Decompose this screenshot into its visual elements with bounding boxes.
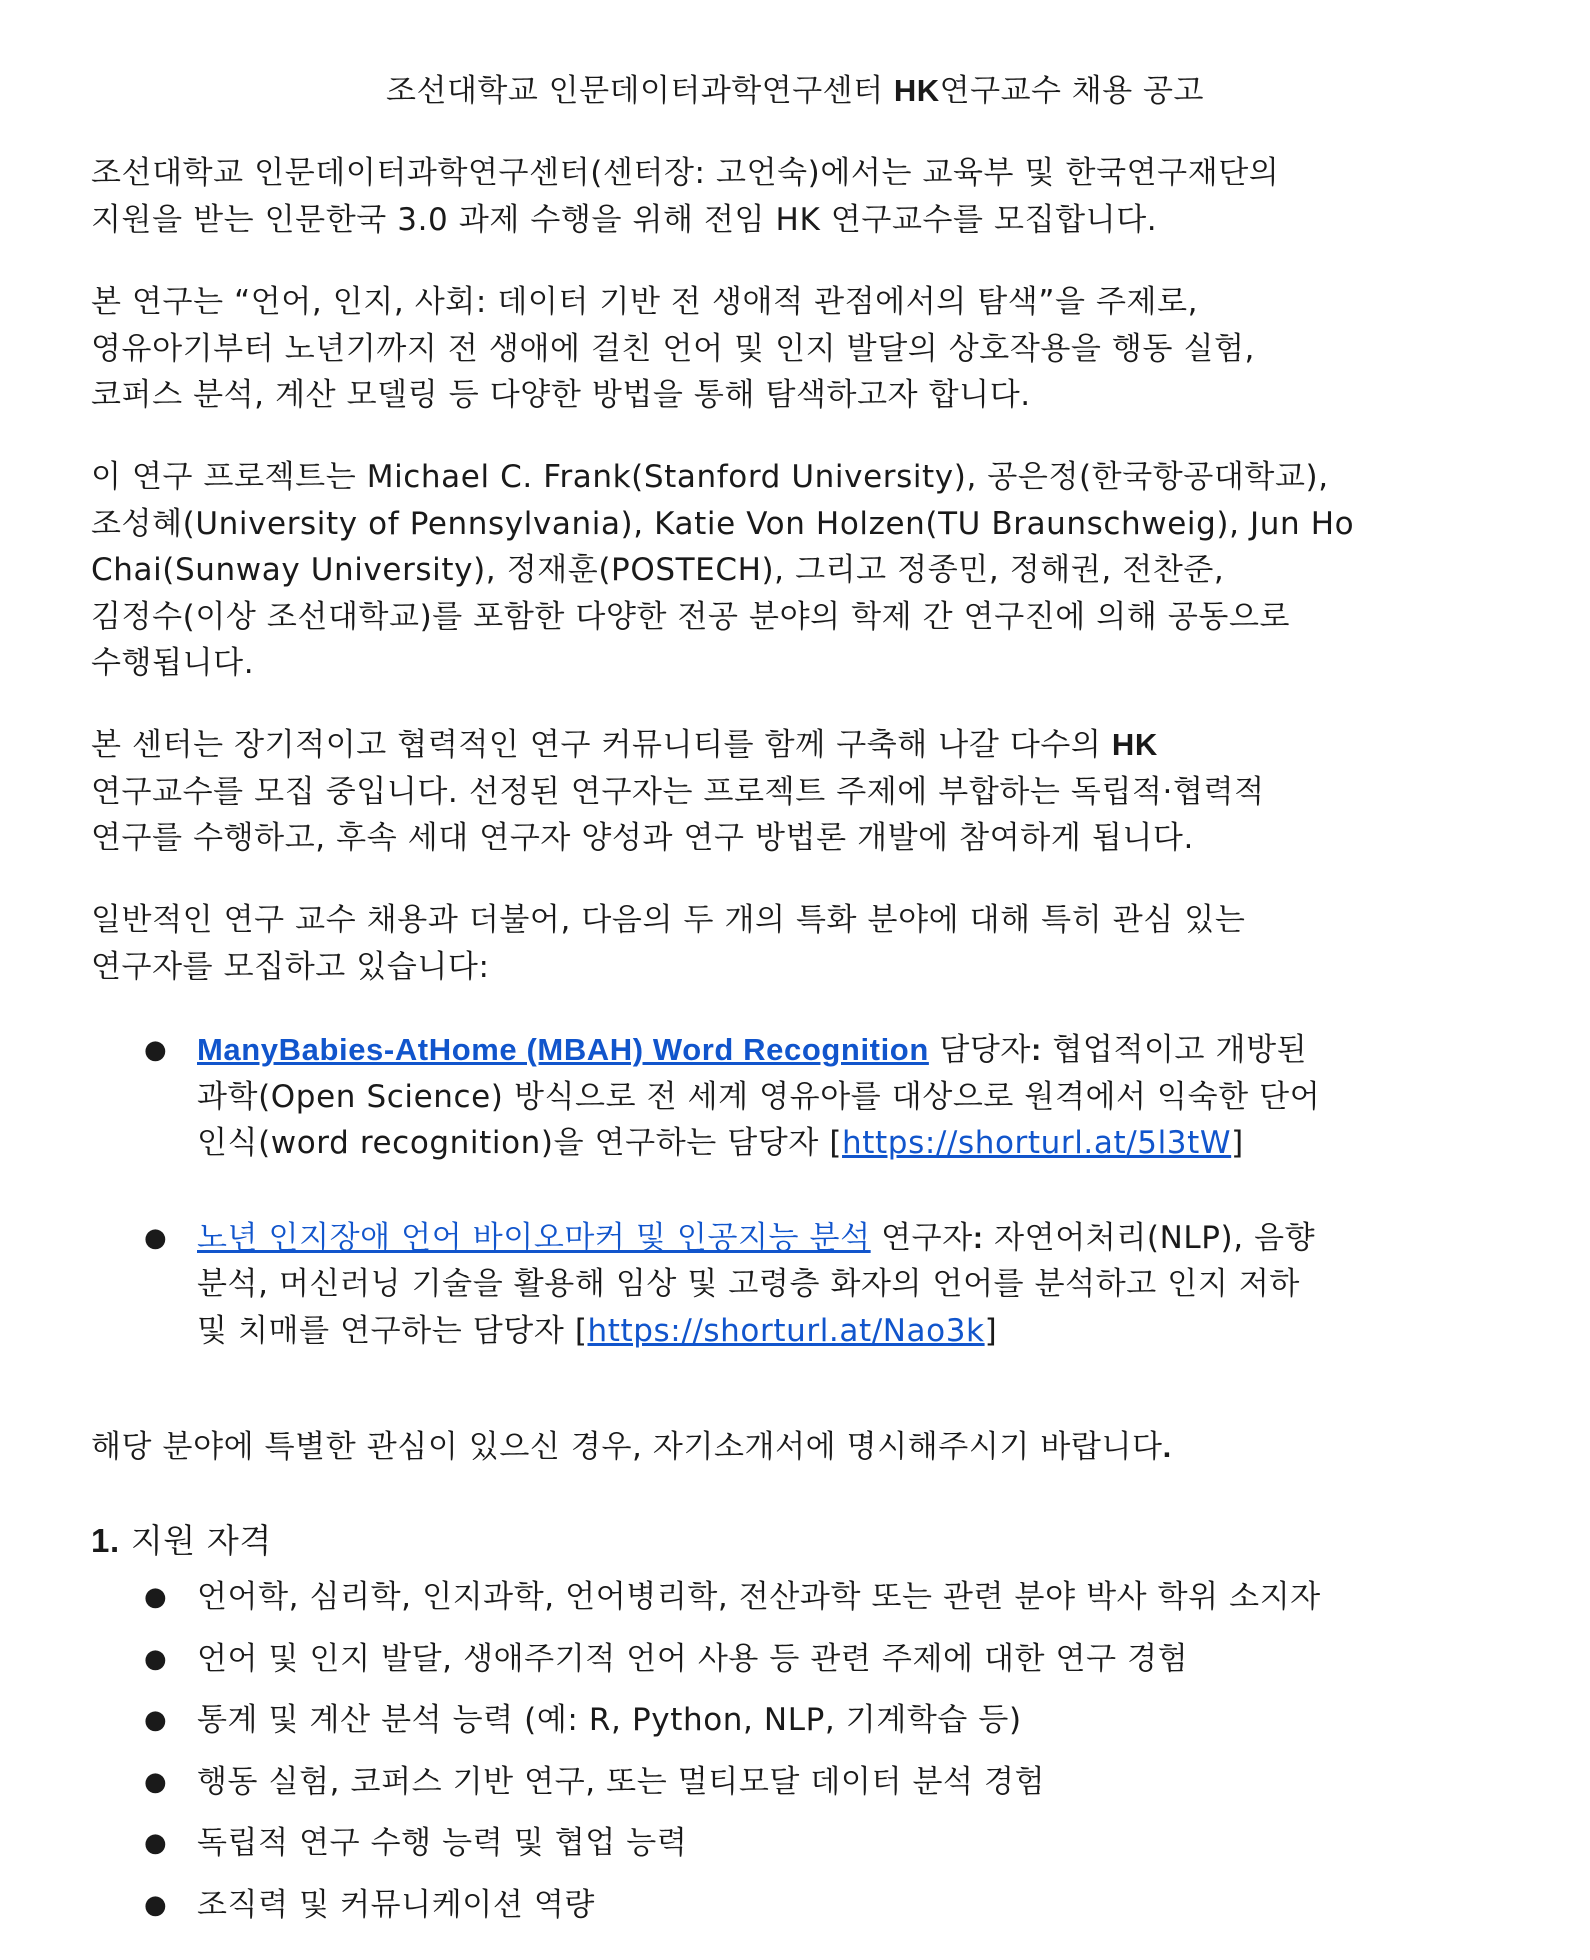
special-area-colon: : bbox=[972, 1219, 984, 1255]
closing-paragraph bbox=[91, 1424, 1491, 1471]
special-area-line: 분석, 머신러닝 기술을 활용해 임상 및 고령층 화자의 언어를 분석하고 인지 저하 bbox=[197, 1266, 1300, 1302]
title-bold: HK bbox=[893, 73, 940, 108]
qualification-text: 조직력 및 커뮤니케이션 역량 bbox=[197, 1886, 595, 1923]
special-area-text: 및 치매를 연구하는 담당자 [ bbox=[197, 1312, 588, 1349]
community-line bbox=[91, 722, 1491, 769]
title-prefix: 조선대학교 인문데이터과학연구센터 bbox=[386, 73, 894, 109]
special-intro-line: 일반적인 연구 교수 채용과 더불어, 다음의 두 개의 특화 분야에 대해 특히 관심 있는 bbox=[91, 902, 1246, 938]
bracket-close: ] bbox=[1231, 1125, 1244, 1161]
community-bold: HK bbox=[1111, 727, 1158, 762]
team-line: 조성혜(University of Pennsylvania), Katie Von Holzen(TU Braunschweig), Jun Ho bbox=[91, 505, 1355, 542]
qualification-text: 언어학, 심리학, 인지과학, 언어병리학, 전산과학 또는 관련 분야 박사 학위 소지자 bbox=[197, 1579, 1321, 1615]
bracket-close: ] bbox=[984, 1312, 998, 1349]
special-area-line bbox=[197, 1215, 1511, 1262]
list-item bbox=[91, 1574, 1511, 1636]
bullet-icon: ● bbox=[144, 1828, 168, 1858]
bullet-icon: ● bbox=[144, 1035, 168, 1065]
list-item bbox=[91, 1697, 1511, 1759]
special-area-line bbox=[197, 1120, 1511, 1167]
qualification-text: 행동 실험, 코퍼스 기반 연구, 또는 멀티모달 데이터 분석 경험 bbox=[197, 1763, 1046, 1800]
bullet-icon: ● bbox=[144, 1582, 168, 1612]
list-item bbox=[91, 1882, 1511, 1944]
mbah-url-link[interactable]: https://shorturl.at/5l3tW bbox=[842, 1125, 1232, 1161]
list-item bbox=[91, 1759, 1511, 1821]
special-areas-list bbox=[91, 1027, 1511, 1354]
special-area-line bbox=[197, 1027, 1511, 1074]
special-area-text: 인식(word recognition)을 연구하는 담당자 [ bbox=[197, 1125, 843, 1161]
section-heading-qualifications bbox=[91, 1518, 272, 1564]
section-number: 1. bbox=[91, 1522, 120, 1559]
qualifications-list bbox=[91, 1574, 1511, 1943]
list-item bbox=[91, 1215, 1511, 1355]
section-title: 지원 자격 bbox=[119, 1521, 272, 1560]
special-intro-line: 연구자를 모집하고 있습니다: bbox=[91, 948, 490, 985]
special-area-text: 협업적이고 개방된 bbox=[1041, 1032, 1308, 1068]
special-area-text: 자연어처리(NLP), 음향 bbox=[983, 1219, 1316, 1256]
team-line: 수행됩니다. bbox=[91, 645, 255, 681]
topic-line: 코퍼스 분석, 계산 모델링 등 다양한 방법을 통해 탐색하고자 합니다. bbox=[91, 377, 1031, 413]
closing-period: . bbox=[1162, 1429, 1172, 1464]
qualification-text: 통계 및 계산 분석 능력 (예: R, Python, NLP, 기계학습 등) bbox=[197, 1702, 1022, 1738]
closing-text: 해당 분야에 특별한 관심이 있으신 경우, 자기소개서에 명시해주시기 바랍니다 bbox=[91, 1429, 1163, 1465]
qualification-text: 언어 및 인지 발달, 생애주기적 언어 사용 등 관련 주제에 대한 연구 경험 bbox=[197, 1640, 1189, 1677]
list-item bbox=[91, 1027, 1511, 1167]
special-intro-paragraph bbox=[91, 897, 1491, 990]
closing-line bbox=[91, 1424, 1491, 1471]
intro-line: 조선대학교 인문데이터과학연구센터(센터장: 고언숙)에서는 교육부 및 한국연구재단의 bbox=[91, 155, 1280, 191]
topic-line: 영유아기부터 노년기까지 전 생애에 걸친 언어 및 인지 발달의 상호작용을 행동 실험, bbox=[91, 330, 1256, 367]
mbah-link[interactable]: ManyBabies-AtHome (MBAH) Word Recognition bbox=[197, 1032, 929, 1067]
intro-paragraph bbox=[91, 150, 1491, 243]
topic-line: 본 연구는 “언어, 인지, 사회: 데이터 기반 전 생애적 관점에서의 탐색”을 주제로, bbox=[91, 284, 1199, 320]
page-title bbox=[0, 68, 1590, 114]
team-line: 김정수(이상 조선대학교)를 포함한 다양한 전공 분야의 학제 간 연구진에 의해 공동으로 bbox=[91, 598, 1291, 635]
special-area-line bbox=[197, 1308, 1511, 1355]
bullet-icon: ● bbox=[144, 1766, 168, 1797]
special-area-colon: : bbox=[1030, 1032, 1042, 1067]
community-line: 연구교수를 모집 중입니다. 선정된 연구자는 프로젝트 주제에 부합하는 독립적·협력적 bbox=[91, 773, 1265, 810]
bullet-icon: ● bbox=[144, 1705, 168, 1735]
special-area-role: 담당자 bbox=[928, 1032, 1031, 1068]
intro-line: 지원을 받는 인문한국 3.0 과제 수행을 위해 전임 HK 연구교수를 모집합니다. bbox=[91, 201, 1158, 238]
community-paragraph bbox=[91, 722, 1491, 862]
community-line: 연구를 수행하고, 후속 세대 연구자 양성과 연구 방법론 개발에 참여하게 됩니다. bbox=[91, 820, 1194, 856]
qualification-text: 독립적 연구 수행 능력 및 협업 능력 bbox=[197, 1825, 688, 1861]
list-item bbox=[91, 1820, 1511, 1882]
list-item bbox=[91, 1636, 1511, 1698]
aging-url-link[interactable]: https://shorturl.at/Nao3k bbox=[587, 1312, 985, 1349]
bullet-icon: ● bbox=[144, 1222, 168, 1253]
title-suffix: 연구교수 채용 공고 bbox=[939, 73, 1204, 109]
community-text: 본 센터는 장기적이고 협력적인 연구 커뮤니티를 함께 구축해 나갈 다수의 bbox=[91, 727, 1112, 763]
special-area-line: 과학(Open Science) 방식으로 전 세계 영유아를 대상으로 원격에서 익숙한 단어 bbox=[197, 1078, 1321, 1115]
bullet-icon: ● bbox=[144, 1889, 168, 1920]
team-line: 이 연구 프로젝트는 Michael C. Frank(Stanford University), 공은정(한국항공대학교), bbox=[91, 459, 1329, 495]
aging-biomarker-link[interactable]: 노년 인지장애 언어 바이오마커 및 인공지능 분석 bbox=[197, 1219, 871, 1256]
special-area-role: 연구자 bbox=[870, 1219, 973, 1256]
topic-paragraph bbox=[91, 279, 1491, 419]
bullet-icon: ● bbox=[144, 1643, 168, 1674]
team-line: Chai(Sunway University), 정재훈(POSTECH), 그리고 정종민, 정해권, 전찬준, bbox=[91, 552, 1225, 588]
team-paragraph bbox=[91, 454, 1491, 687]
